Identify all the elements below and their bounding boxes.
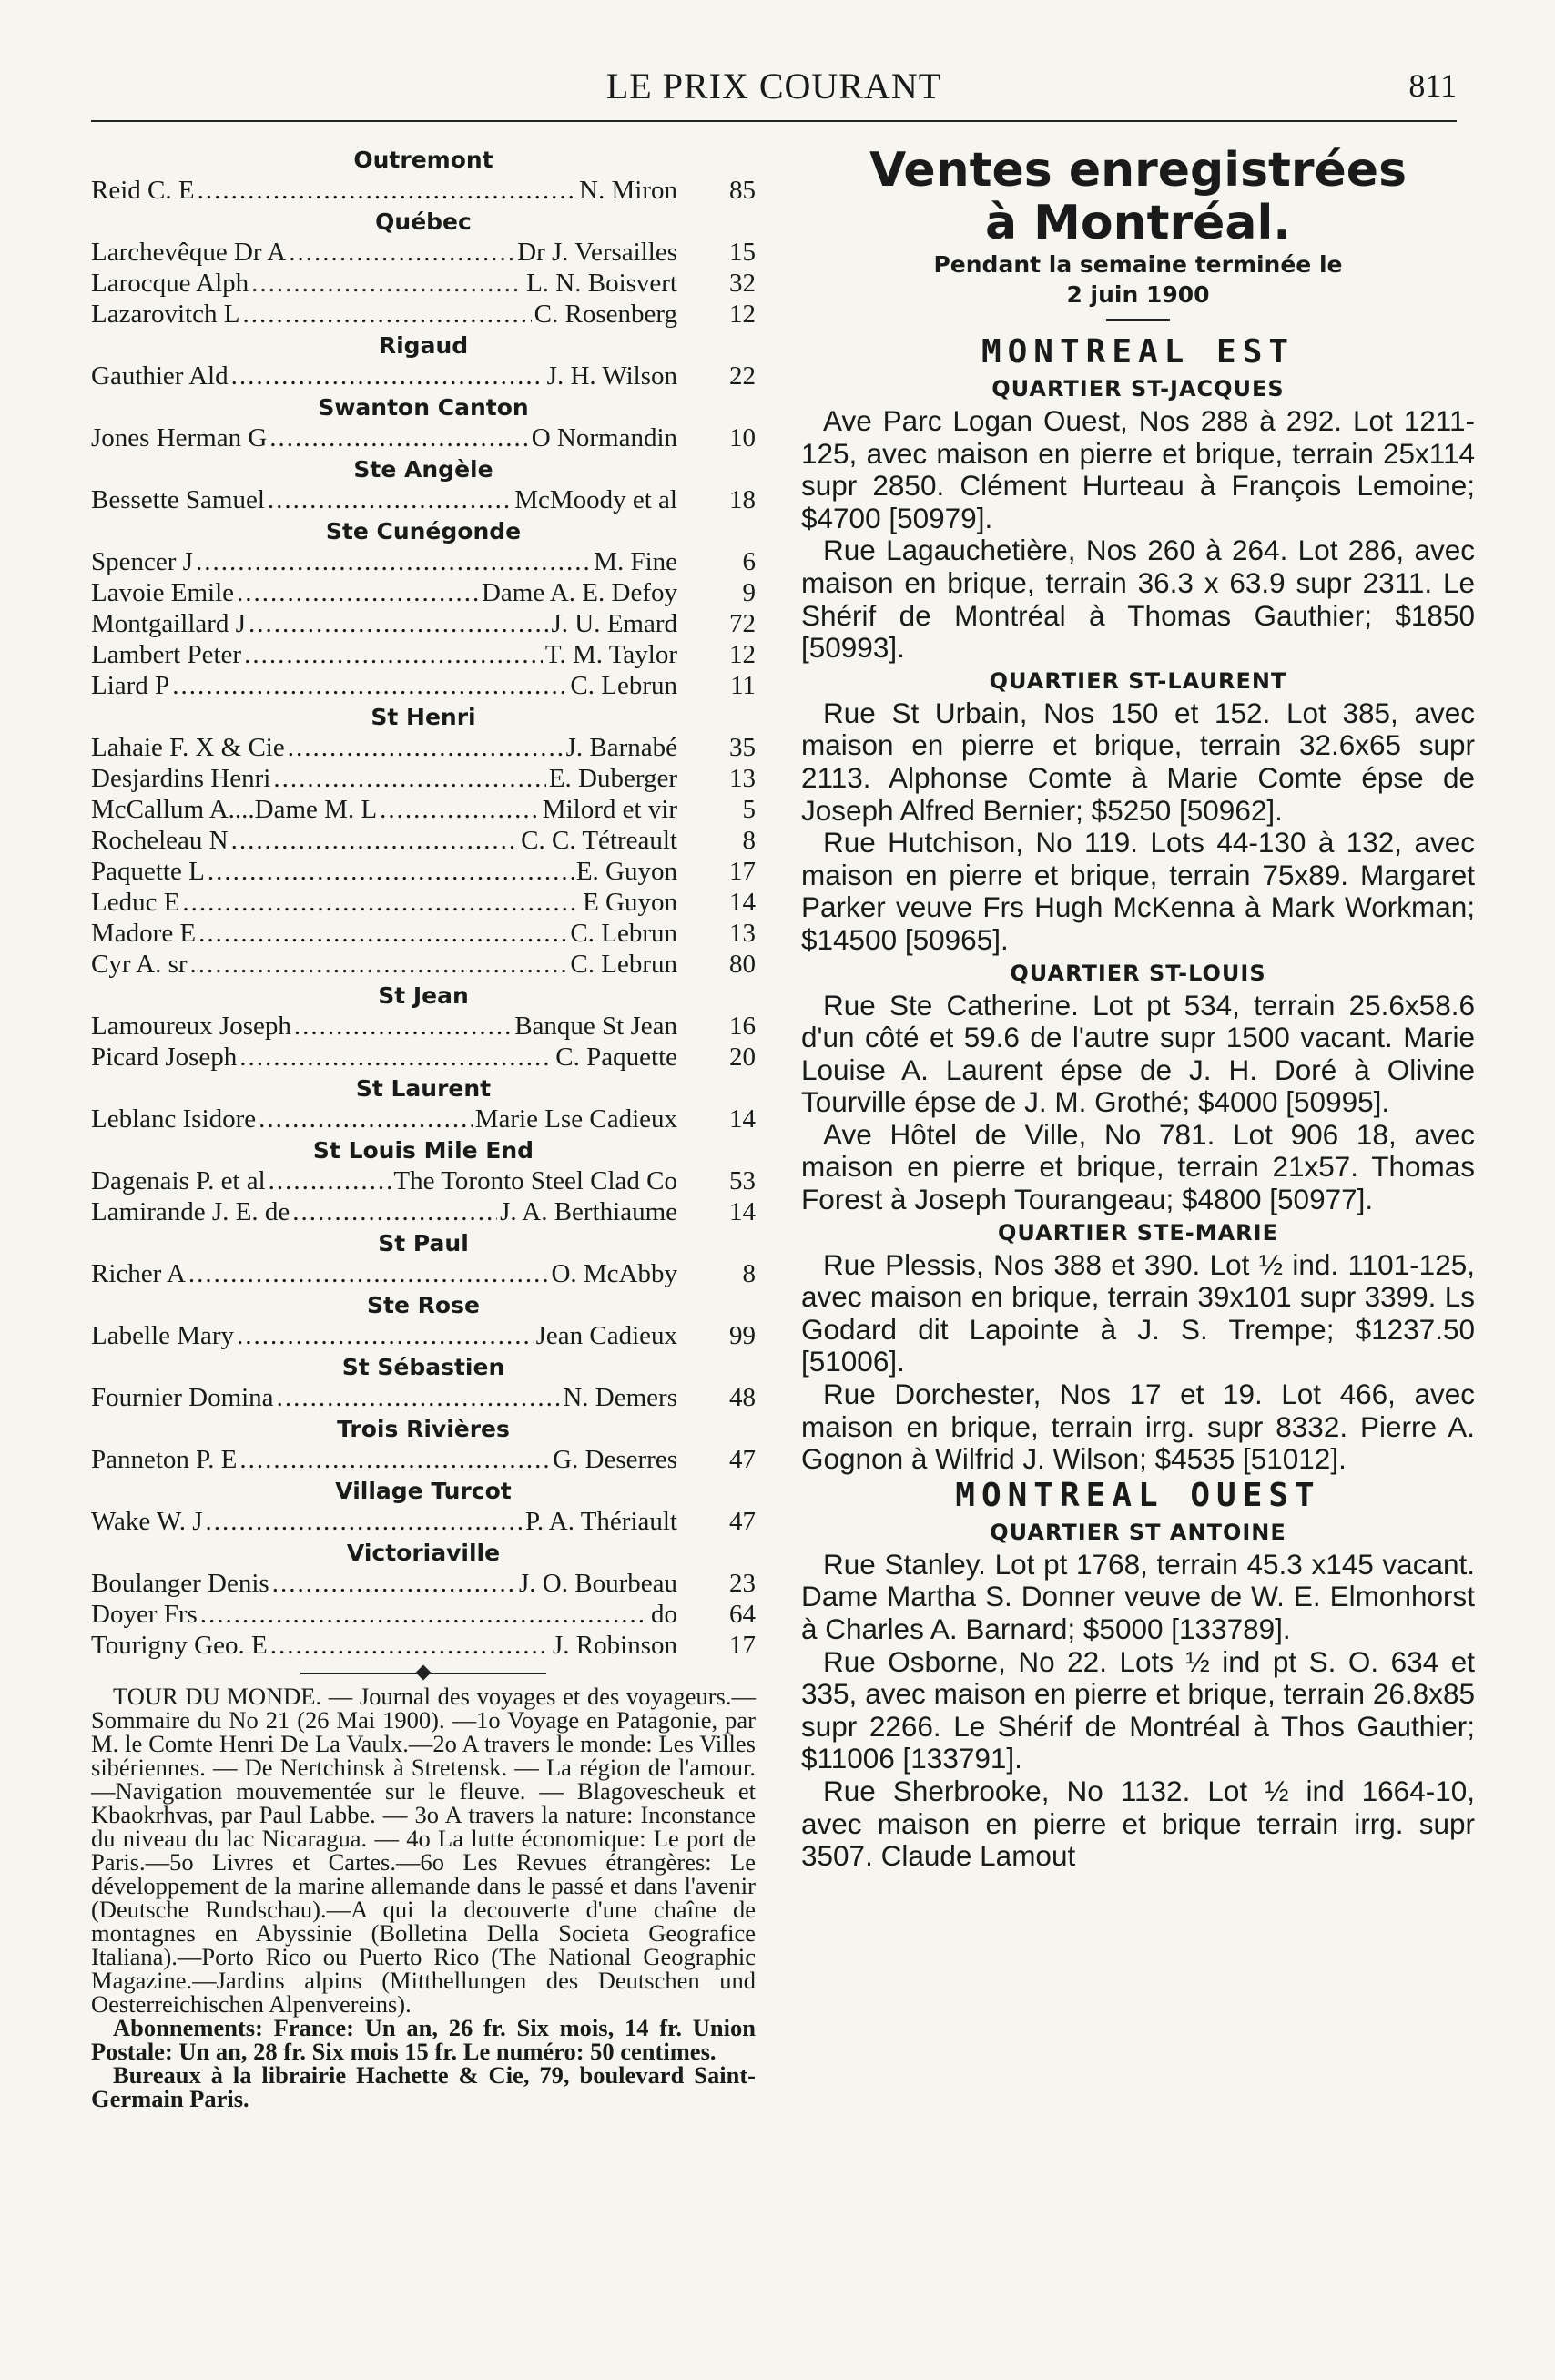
- sale-entries: [801, 1249, 1475, 1476]
- creditor-name: C. C. Tétreault: [521, 826, 677, 855]
- debtor-name: Picard Joseph: [91, 1043, 238, 1072]
- judgments-column: [91, 144, 756, 2110]
- title-rule: [1106, 319, 1170, 321]
- judgment-entry: [91, 546, 756, 577]
- debtor-name: Wake W. J: [91, 1507, 203, 1536]
- creditor-name: C. Lebrun: [570, 671, 677, 700]
- dot-leader: [198, 918, 567, 949]
- creditor-name: P. A. Thériault: [524, 1507, 677, 1536]
- judgment-entry: [91, 484, 756, 515]
- sale-entry: Rue Hutchison, No 119. Lots 44-130 à 132, avec maison en pierre et brique, terrain 75x89. Margaret Parker veuve Frs Hugh McKenna à Mark Workman; $14500 [50965].: [801, 826, 1475, 956]
- district-heading: MONTREAL EST: [981, 333, 1296, 371]
- dot-leader: [231, 361, 544, 392]
- sale-entry: Rue Osborne, No 22. Lots ½ ind pt S. O. 634 et 335, avec maison en pierre et brique, terrain 26.8x85 supr 2266. Le Shérif de Montréal à Thos Gauthier; $11006 [133791].: [801, 1644, 1475, 1775]
- debtor-name: Boulanger Denis: [91, 1569, 269, 1598]
- page-title: LE PRIX COURANT: [605, 65, 942, 107]
- amount: 5: [742, 795, 756, 824]
- judgment-entry: [91, 361, 756, 392]
- amount: 13: [729, 764, 756, 793]
- judgment-entry: [91, 732, 756, 763]
- sale-entry: Rue St Urbain, Nos 150 et 152. Lot 385, avec maison en pierre et brique, terrain 32.6x65 supr 2113. Alphonse Comte à Marie Comte épse de Joseph Alfred Bernier; $5250 [50962].: [801, 696, 1475, 827]
- judgment-entry: [91, 237, 756, 268]
- sales-title-line-1: Ventes enregistrées: [869, 143, 1408, 198]
- creditor-name: J. H. Wilson: [546, 361, 677, 391]
- judgment-entry: [91, 887, 756, 918]
- amount: 14: [729, 1104, 756, 1134]
- amount: 48: [729, 1383, 756, 1412]
- amount: 12: [729, 640, 756, 669]
- creditor-name: C. Rosenberg: [534, 300, 677, 329]
- creditor-name: Marie Lse Cadieux: [474, 1104, 677, 1134]
- creditor-name: J. Robinson: [553, 1631, 677, 1660]
- debtor-name: Rocheleau N: [91, 826, 229, 855]
- amount: 17: [729, 1631, 756, 1660]
- debtor-name: Tourigny Geo. E: [91, 1631, 268, 1660]
- place-heading: St Paul: [378, 1230, 469, 1256]
- place-heading: St Jean: [378, 982, 469, 1009]
- creditor-name: N. Miron: [579, 176, 677, 205]
- place-heading: Swanton Canton: [318, 394, 529, 421]
- debtor-name: Lahaie F. X & Cie: [91, 733, 285, 762]
- notice-offices: Bureaux à la librairie Hachette & Cie, 79, boulevard Saint-Germain Paris.: [91, 2061, 756, 2112]
- creditor-name: O. McAbby: [551, 1259, 677, 1288]
- debtor-name: McCallum A....Dame M. L: [91, 795, 378, 824]
- amount: 13: [729, 919, 756, 948]
- sales-subtitle-line-2: 2 juin 1900: [1066, 281, 1210, 308]
- debtor-name: Bessette Samuel: [91, 485, 265, 514]
- place-heading: Ste Cunégonde: [325, 518, 522, 544]
- debtor-name: Madore E: [91, 919, 197, 948]
- debtor-name: Larchevêque Dr A: [91, 238, 287, 267]
- debtor-name: Lamirande J. E. de: [91, 1197, 290, 1226]
- dot-leader: [208, 856, 574, 887]
- amount: 53: [729, 1166, 756, 1195]
- creditor-name: do: [651, 1600, 677, 1629]
- place-heading: Québec: [375, 209, 472, 235]
- creditor-name: E Guyon: [583, 888, 677, 917]
- dot-leader: [198, 175, 576, 206]
- judgment-entry: [91, 175, 756, 206]
- debtor-name: Leblanc Isidore: [91, 1104, 257, 1134]
- sale-entries: [801, 405, 1475, 665]
- amount: 14: [729, 888, 756, 917]
- debtor-name: Jones Herman G: [91, 423, 268, 453]
- creditor-name: C. Paquette: [555, 1043, 677, 1072]
- judgment-entry: [91, 1011, 756, 1042]
- amount: 6: [742, 547, 756, 576]
- creditor-name: J. O. Bourbeau: [519, 1569, 677, 1598]
- judgment-entry: [91, 1568, 756, 1599]
- amount: 20: [729, 1043, 756, 1072]
- amount: 64: [729, 1600, 756, 1629]
- judgment-entry: [91, 577, 756, 608]
- judgment-entry: [91, 639, 756, 670]
- sale-entry: Rue Dorchester, Nos 17 et 19. Lot 466, avec maison en brique, terrain irrg. supr 8332. Pierre A. Gognon à Wilfrid J. Wilson; $4535 [51012].: [801, 1378, 1475, 1476]
- judgment-entry: [91, 608, 756, 639]
- amount: 11: [730, 671, 756, 700]
- amount: 14: [729, 1197, 756, 1226]
- debtor-name: Desjardins Henri: [91, 764, 271, 793]
- sales-column: [801, 144, 1475, 1873]
- divider-ornament: [416, 1665, 432, 1681]
- dot-leader: [237, 577, 479, 608]
- judgment-entry: [91, 1382, 756, 1413]
- judgment-entry: [91, 268, 756, 299]
- amount: 32: [729, 269, 756, 298]
- debtor-name: Labelle Mary: [91, 1321, 235, 1350]
- judgment-entry: [91, 422, 756, 453]
- sales-subtitle-line-1: Pendant la semaine terminée le: [933, 251, 1343, 278]
- amount: 8: [742, 826, 756, 855]
- amount: 99: [729, 1321, 756, 1350]
- sale-entry: Ave Parc Logan Ouest, Nos 288 à 292. Lot 1211-125, avec maison en pierre et brique, terrain 25x114 supr 2850. Clément Hurteau à François Lemoine; $4700 [50979].: [801, 404, 1475, 534]
- dot-leader: [269, 422, 528, 453]
- judgment-entry: [91, 794, 756, 825]
- place-heading: St Sébastien: [341, 1354, 505, 1380]
- debtor-name: Doyer Frs: [91, 1600, 198, 1629]
- creditor-name: E. Guyon: [575, 857, 677, 886]
- judgment-entry: [91, 763, 756, 794]
- dot-leader: [182, 887, 580, 918]
- dot-leader: [237, 1320, 534, 1351]
- sale-entries: [801, 697, 1475, 957]
- amount: 47: [729, 1445, 756, 1474]
- quarter-heading: QUARTIER ST-LOUIS: [1010, 960, 1266, 986]
- sale-entry: Rue Stanley. Lot pt 1768, terrain 45.3 x145 vacant. Dame Martha S. Donner veuve de W. E. Elmonhorst à Charles A. Barnard; $5000 [133789].: [801, 1547, 1475, 1645]
- quarter-heading: QUARTIER ST-LAURENT: [989, 667, 1287, 694]
- creditor-name: Jean Cadieux: [535, 1321, 677, 1350]
- sales-sections: [801, 332, 1475, 1873]
- dot-leader: [244, 639, 543, 670]
- judgment-entry: [91, 1320, 756, 1351]
- place-heading: Ste Angèle: [353, 456, 493, 483]
- debtor-name: Paquette L: [91, 857, 205, 886]
- debtor-name: Montgaillard J: [91, 609, 246, 638]
- debtor-name: Gauthier Ald: [91, 361, 229, 391]
- judgment-entry: [91, 856, 756, 887]
- debtor-name: Cyr A. sr: [91, 950, 188, 979]
- debtor-name: Fournier Domina: [91, 1383, 274, 1412]
- dot-leader: [196, 546, 591, 577]
- dot-leader: [200, 1599, 648, 1630]
- debtor-name: Reid C. E: [91, 176, 195, 205]
- creditor-name: Banque St Jean: [514, 1012, 677, 1041]
- dot-leader: [270, 1630, 550, 1661]
- place-heading: Rigaud: [378, 332, 469, 359]
- dot-leader: [249, 608, 549, 639]
- debtor-name: Leduc E: [91, 888, 180, 917]
- judgment-entry: [91, 1599, 756, 1630]
- amount: 80: [729, 950, 756, 979]
- amount: 16: [729, 1012, 756, 1041]
- amount: 85: [729, 176, 756, 205]
- debtor-name: Liard P: [91, 671, 170, 700]
- debtor-name: Richer A: [91, 1259, 186, 1288]
- creditor-name: M. Fine: [594, 547, 677, 576]
- creditor-name: J. A. Berthiaume: [500, 1197, 677, 1226]
- judgment-entry: [91, 299, 756, 330]
- creditor-name: Dame A. E. Defoy: [481, 578, 677, 607]
- amount: 23: [729, 1569, 756, 1598]
- dot-leader: [268, 484, 512, 515]
- dot-leader: [172, 670, 567, 701]
- sale-entry: Rue Plessis, Nos 388 et 390. Lot ½ ind. 1101-125, avec maison en brique, terrain 39x101 supr 3399. Ls Godard dit Lapointe à J. S. Trempe; $1237.50 [51006].: [801, 1247, 1475, 1378]
- judgment-entry: [91, 1630, 756, 1661]
- dot-leader: [206, 1506, 523, 1537]
- dot-leader: [231, 825, 519, 856]
- sale-entries: [801, 1549, 1475, 1873]
- creditor-name: McMoody et al: [514, 485, 677, 514]
- place-heading: Trois Rivières: [337, 1416, 510, 1442]
- place-heading: St Louis Mile End: [312, 1137, 534, 1164]
- creditor-name: J. Barnabé: [565, 733, 677, 762]
- place-heading: Victoriaville: [346, 1540, 501, 1566]
- amount: 22: [729, 361, 756, 391]
- debtor-name: Lazarovitch L: [91, 300, 240, 329]
- place-heading: St Henri: [371, 704, 476, 730]
- dot-leader: [288, 732, 564, 763]
- notice-body: TOUR DU MONDE. — Journal des voyages et des voyageurs.—Sommaire du No 21 (26 Mai 1900). —1o Voyage en Patagonie, par M. le Comte Henri De La Vaulx.—2o A travers le monde: Les Villes sibériennes. — De Nertchinsk à Stretensk. — La région de l'amour.—Navigation mouvementée sur le fleuve. — Blagovescheuk et Kbaokrhvas, par Paul Labbe. — 3o A travers la nature: Inconstance du niveau du lac Nicaragua. — 4o La lutte économique: Le port de Paris.—5o Livres et Cartes.—6o Les Revues étrangères: Le développement de la marine allemande dans le passé et dans l'avenir (Deutsche Rundschau).—A qui la decouverte d'une chaîne de montagnes en Abyssinie (Bolletina Della Societa Geografice Italiana).—Porto Rico ou Puerto Rico (The National Geographic Magazine.—Jardins alpins (Mitthellungen des Deutschen und Oesterreichischen Alpenvereins).: [91, 1683, 756, 2018]
- judgment-list: [91, 146, 756, 1661]
- amount: 10: [729, 423, 756, 453]
- judgment-entry: [91, 1506, 756, 1537]
- amount: 17: [729, 857, 756, 886]
- creditor-name: C. Lebrun: [570, 919, 677, 948]
- sale-entry: Rue Lagauchetière, Nos 260 à 264. Lot 286, avec maison en brique, terrain 36.3 x 63.9 supr 2311. Le Shérif de Montréal à Thomas Gauthier; $1850 [50993].: [801, 534, 1475, 665]
- creditor-name: E. Duberger: [548, 764, 677, 793]
- dot-leader: [292, 1196, 497, 1227]
- amount: 12: [729, 300, 756, 329]
- sale-entries: [801, 990, 1475, 1216]
- amount: 15: [729, 238, 756, 267]
- page-header: [91, 58, 1457, 113]
- creditor-name: C. Lebrun: [570, 950, 677, 979]
- judgment-entry: [91, 670, 756, 701]
- judgment-entry: [91, 918, 756, 949]
- place-heading: St Laurent: [355, 1075, 492, 1102]
- debtor-name: Panneton P. E: [91, 1445, 238, 1474]
- header-rule: [91, 120, 1457, 122]
- dot-leader: [259, 1104, 473, 1134]
- sale-entry: Ave Hôtel de Ville, No 781. Lot 906 18, avec maison en pierre et brique, terrain 21x57. Thomas Forest à Joseph Tourangeau; $4800 [50977].: [801, 1117, 1475, 1216]
- creditor-name: Milord et vir: [542, 795, 677, 824]
- judgment-entry: [91, 1258, 756, 1289]
- place-heading: Outremont: [353, 147, 493, 173]
- debtor-name: Spencer J: [91, 547, 193, 576]
- place-heading: Ste Rose: [367, 1292, 480, 1318]
- judgment-entry: [91, 1444, 756, 1475]
- creditor-name: The Toronto Steel Clad Co: [393, 1166, 677, 1195]
- dot-leader: [272, 1568, 516, 1599]
- amount: 9: [742, 578, 756, 607]
- quarter-heading: QUARTIER ST-JACQUES: [991, 376, 1285, 402]
- dot-leader: [242, 299, 531, 330]
- dot-leader: [380, 794, 540, 825]
- page-number: 811: [1408, 67, 1457, 104]
- debtor-name: Larocque Alph: [91, 269, 249, 298]
- place-heading: Village Turcot: [335, 1478, 512, 1504]
- sale-entry: Rue Ste Catherine. Lot pt 534, terrain 25.6x58.6 d'un côté et 59.6 de l'autre supr 1500 vacant. Marie Louise A. Laurent épse de J. H. Doré à Olivine Tourville épse de J. M. Grothé; $4000 [50995].: [801, 988, 1475, 1119]
- debtor-name: Lambert Peter: [91, 640, 242, 669]
- creditor-name: O Normandin: [531, 423, 677, 453]
- amount: 47: [729, 1507, 756, 1536]
- quarter-heading: QUARTIER ST ANTOINE: [990, 1519, 1286, 1545]
- judgment-entry: [91, 1196, 756, 1227]
- debtor-name: Lamoureux Joseph: [91, 1012, 291, 1041]
- debtor-name: Dagenais P. et al: [91, 1166, 266, 1195]
- creditor-name: G. Deserres: [553, 1445, 677, 1474]
- dot-leader: [273, 763, 545, 794]
- judgment-entry: [91, 1104, 756, 1134]
- notice-subscription: Abonnements: France: Un an, 26 fr. Six mois, 14 fr. Union Postale: Un an, 28 fr. Six mois 15 fr. Le numéro: 50 centimes.: [91, 2014, 756, 2065]
- dot-leader: [294, 1011, 512, 1042]
- dot-leader: [190, 949, 568, 980]
- debtor-name: Lavoie Emile: [91, 578, 235, 607]
- sales-title-line-2: à Montréal.: [984, 196, 1292, 250]
- dot-leader: [188, 1258, 549, 1289]
- quarter-heading: QUARTIER STE-MARIE: [998, 1219, 1278, 1246]
- judgment-entry: [91, 1042, 756, 1073]
- creditor-name: N. Demers: [563, 1383, 677, 1412]
- dot-leader: [239, 1042, 553, 1073]
- judgment-entry: [91, 1165, 756, 1196]
- judgment-entry: [91, 825, 756, 856]
- amount: 18: [729, 485, 756, 514]
- dot-leader: [251, 268, 523, 299]
- amount: 72: [729, 609, 756, 638]
- creditor-name: L. N. Boisvert: [526, 269, 677, 298]
- tour-du-monde-notice: [91, 1684, 756, 2110]
- dot-leader: [239, 1444, 550, 1475]
- district-heading: MONTREAL OUEST: [955, 1476, 1321, 1514]
- dot-leader: [269, 1165, 391, 1196]
- dot-leader: [289, 237, 514, 268]
- amount: 8: [742, 1259, 756, 1288]
- creditor-name: T. M. Taylor: [544, 640, 677, 669]
- dot-leader: [277, 1382, 561, 1413]
- judgment-entry: [91, 949, 756, 980]
- creditor-name: J. U. Emard: [551, 609, 677, 638]
- amount: 35: [729, 733, 756, 762]
- creditor-name: Dr J. Versailles: [517, 238, 677, 267]
- section-divider: [91, 1666, 756, 1681]
- sale-entry: Rue Sherbrooke, No 1132. Lot ½ ind 1664-10, avec maison en pierre et brique terrain irrg. supr 3507. Claude Lamout: [801, 1774, 1475, 1873]
